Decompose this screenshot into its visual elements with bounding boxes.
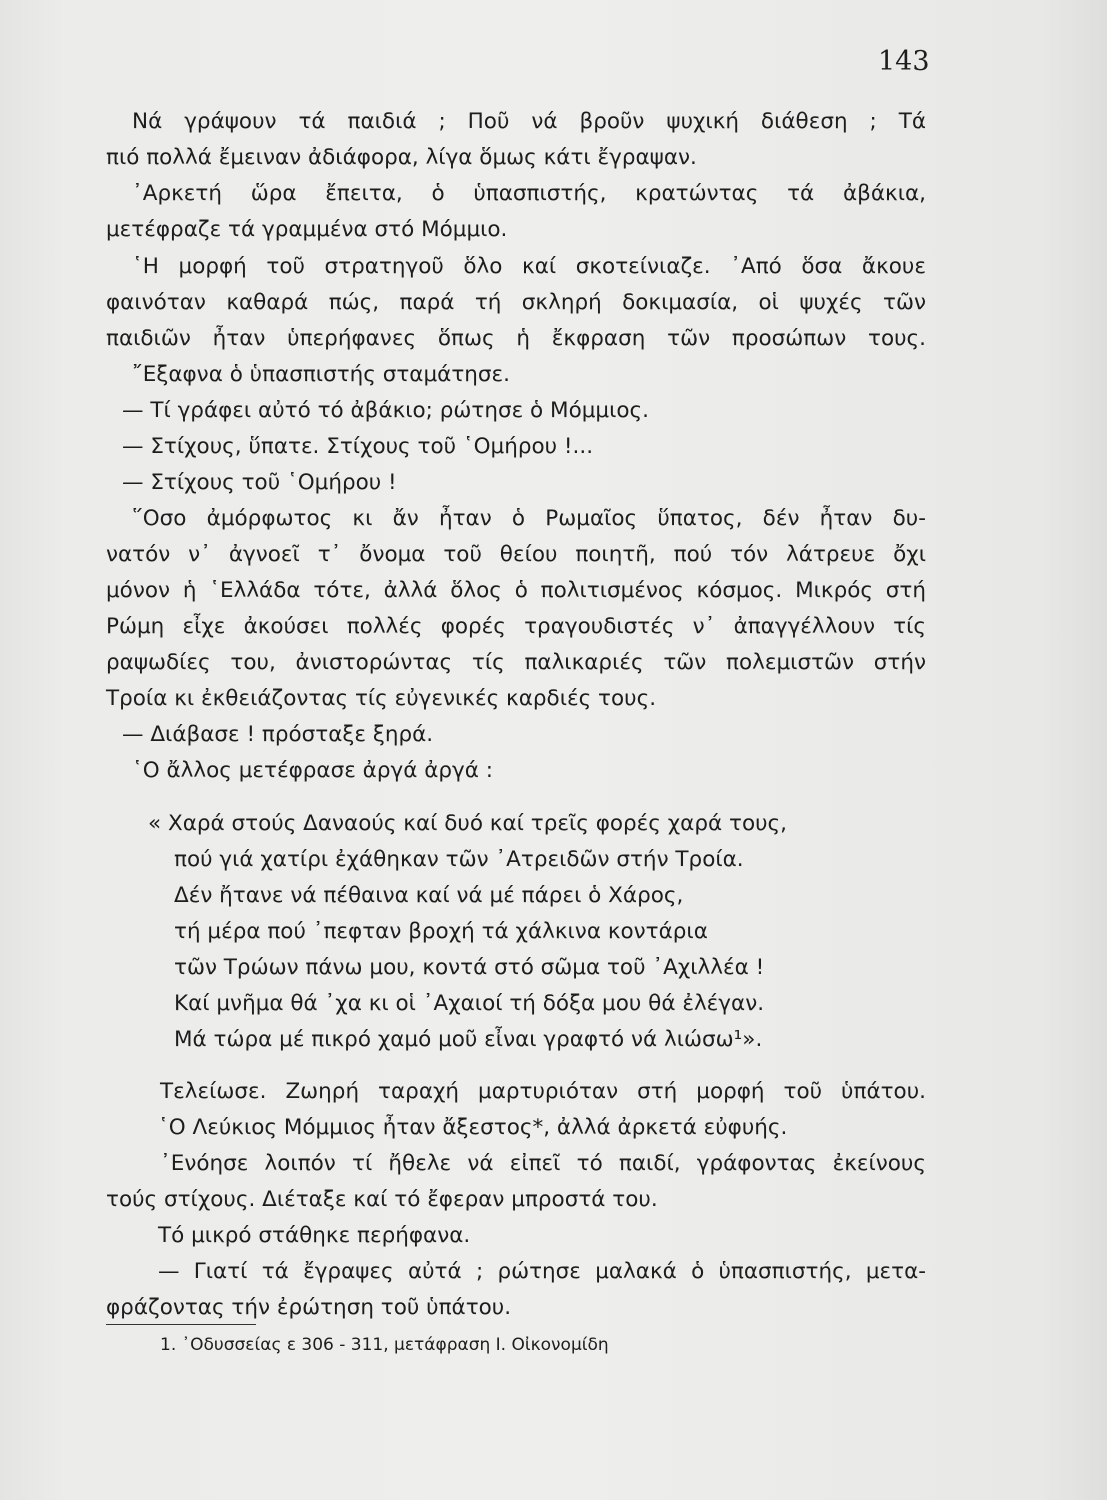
text-line: ᾿Αρκετή ὥρα ἔπειτα, ὁ ὑπασπιστής, κρατώντας τά ἀβάκια,	[132, 181, 926, 206]
text-line: φαινόταν καθαρά πώς, παρά τή σκληρή δοκιμασία, οἱ ψυχές τῶν	[106, 290, 926, 315]
page-number: 143	[878, 46, 930, 77]
text-line: ῎Εξαφνα ὁ ὑπασπιστής σταμάτησε.	[132, 362, 510, 387]
verse-line: τή μέρα πού ᾿πεφταν βροχή τά χάλκινα κοντάρια	[174, 919, 708, 944]
text-line: ῾Ο ἄλλος μετέφρασε ἀργά ἀργά :	[132, 758, 494, 783]
text-line: ῞Οσο ἀμόρφωτος κι ἄν ἦταν ὁ Ρωμαῖος ὕπατος, δέν ἦταν δυ-	[132, 506, 926, 531]
text-line: Τροία κι ἐκθειάζοντας τίς εὐγενικές καρδιές τους.	[106, 686, 657, 711]
footnote-divider	[106, 1324, 256, 1325]
dialogue-line: — Στίχους τοῦ ῾Ομήρου !	[122, 470, 397, 495]
text-line: μόνον ἡ ῾Ελλάδα τότε, ἀλλά ὅλος ὁ πολιτισμένος κόσμος. Μικρός στή	[106, 578, 926, 603]
text-line: ῾Ο Λεύκιος Μόμμιος ἦταν ἄξεστος*, ἀλλά ἀρκετά εὐφυής.	[158, 1115, 788, 1140]
text-line: Τελείωσε. Ζωηρή ταραχή μαρτυριόταν στή μορφή τοῦ ὑπάτου.	[160, 1079, 926, 1104]
verse-line: Μά τώρα μέ πικρό χαμό μοῦ εἶναι γραφτό νά λιώσω¹».	[174, 1027, 763, 1052]
footnote: 1. ᾿Οδυσσείας ε 306 - 311, μετάφραση Ι. Οἰκονομίδη	[160, 1335, 609, 1355]
text-line: ᾿Ενόησε λοιπόν τί ἤθελε νά εἰπεῖ τό παιδί, γράφοντας ἐκείνους	[160, 1151, 926, 1176]
verse-line: Καί μνῆμα θά ᾿χα κι οἱ ᾿Αχαιοί τή δόξα μου θά ἐλέγαν.	[174, 991, 765, 1016]
verse-line: τῶν Τρώων πάνω μου, κοντά στό σῶμα τοῦ ᾿Αχιλλέα !	[174, 955, 765, 980]
text-line: μετέφραζε τά γραμμένα στό Μόμμιο.	[106, 217, 508, 242]
text-line: Νά γράψουν τά παιδιά ; Ποῦ νά βροῦν ψυχική διάθεση ; Τά	[132, 109, 926, 134]
text-line: ῾Η μορφή τοῦ στρατηγοῦ ὅλο καί σκοτείνιαζε. ᾿Από ὅσα ἄκουε	[132, 254, 926, 279]
dialogue-line: — Στίχους, ὕπατε. Στίχους τοῦ ῾Ομήρου !...	[122, 434, 594, 459]
text-line: Τό μικρό στάθηκε περήφανα.	[158, 1223, 471, 1248]
text-line: Ρώμη εἶχε ἀκούσει πολλές φορές τραγουδιστές ν᾿ ἀπαγγέλλουν τίς	[106, 614, 926, 639]
text-line: φράζοντας τήν ἐρώτηση τοῦ ὑπάτου.	[106, 1295, 512, 1320]
text-line: ραψωδίες του, ἀνιστορώντας τίς παλικαριές τῶν πολεμιστῶν στήν	[106, 650, 926, 675]
text-line: τούς στίχους. Διέταξε καί τό ἔφεραν μπροστά του.	[106, 1187, 658, 1212]
verse-line: Δέν ἤτανε νά πέθαινα καί νά μέ πάρει ὁ Χάρος,	[174, 883, 684, 908]
dialogue-line: — Τί γράφει αὐτό τό ἀβάκιο; ρώτησε ὁ Μόμμιος.	[122, 398, 649, 423]
text-line: πιό πολλά ἔμειναν ἀδιάφορα, λίγα ὅμως κάτι ἔγραψαν.	[106, 145, 697, 170]
dialogue-line: — Διάβασε ! πρόσταξε ξηρά.	[122, 722, 434, 747]
verse-line: πού γιά χατίρι ἐχάθηκαν τῶν ᾿Ατρειδῶν στήν Τροία.	[174, 847, 744, 872]
verse-line: « Χαρά στούς Δαναούς καί δυό καί τρεῖς φορές χαρά τους,	[148, 811, 787, 836]
text-line: νατόν ν᾿ ἀγνοεῖ τ᾿ ὄνομα τοῦ θείου ποιητῆ, πού τόν λάτρευε ὄχι	[106, 542, 926, 567]
text-line: παιδιῶν ἦταν ὑπερήφανες ὅπως ἡ ἔκφραση τῶν προσώπων τους.	[106, 326, 926, 351]
dialogue-line: — Γιατί τά ἔγραψες αὐτά ; ρώτησε μαλακά ὁ ὑπασπιστής, μετα-	[158, 1259, 926, 1284]
